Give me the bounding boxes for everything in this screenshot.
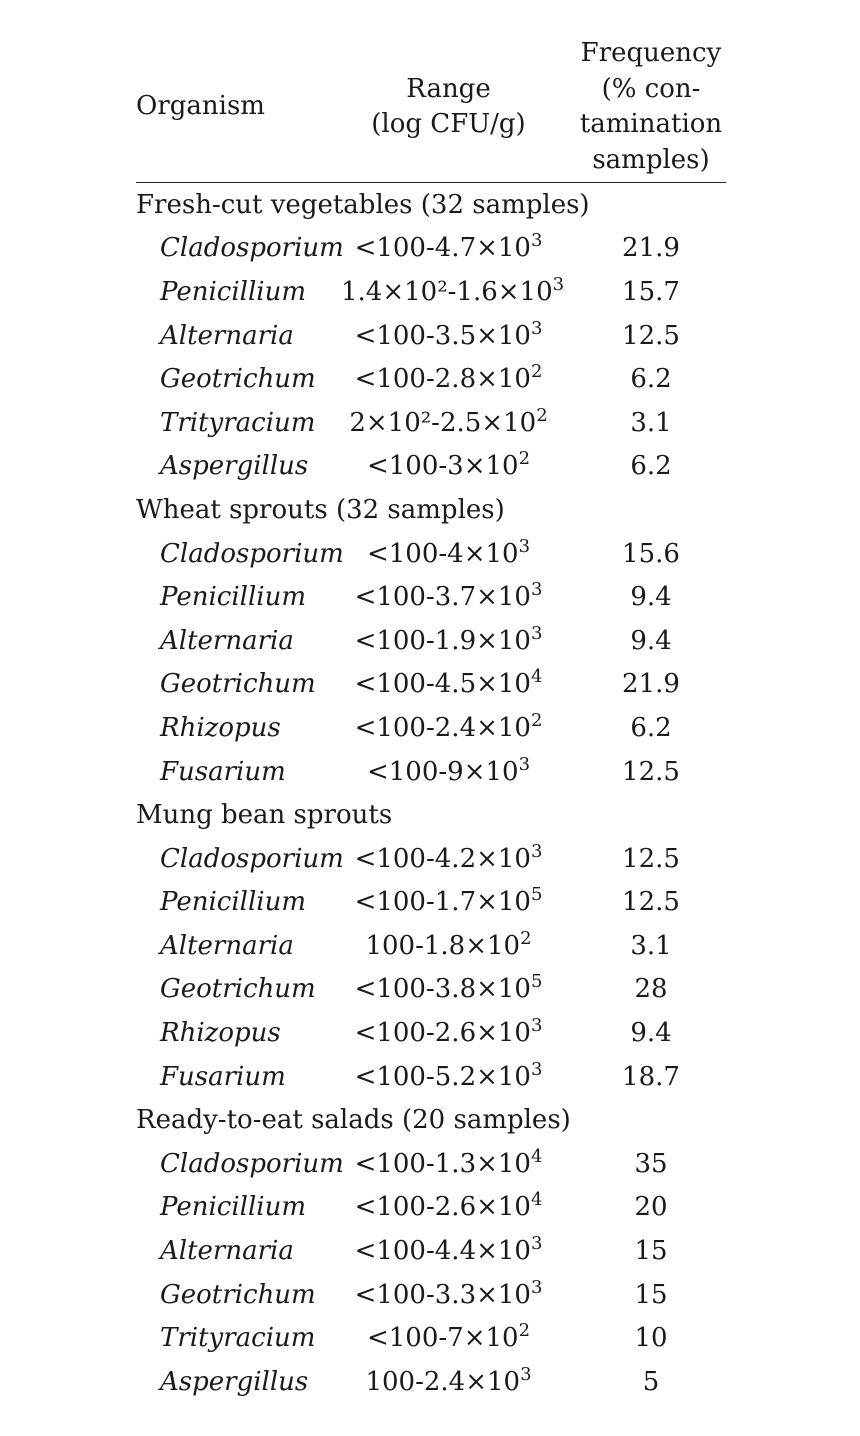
header-frequency-line3: tamination bbox=[579, 109, 723, 139]
organism-cell: Alternaria bbox=[160, 930, 294, 961]
header-organism: Organism bbox=[136, 36, 341, 183]
range-base: <100-1.7×10 bbox=[354, 887, 531, 918]
organism-cell: Cladosporium bbox=[160, 843, 344, 874]
range-exponent: 4 bbox=[530, 666, 543, 688]
frequency-cell: 15 bbox=[634, 1236, 668, 1267]
group-row bbox=[136, 1098, 726, 1142]
range-cell bbox=[341, 881, 556, 925]
range-exponent: 2 bbox=[520, 927, 532, 949]
range-exponent: 3 bbox=[530, 840, 543, 862]
range-base: <100-2.6×10 bbox=[354, 1192, 531, 1223]
organism-cell: Penicillium bbox=[160, 276, 306, 307]
range-cell bbox=[341, 532, 556, 576]
range-base: <100-1.3×10 bbox=[354, 1148, 531, 1179]
table-row bbox=[136, 532, 726, 576]
frequency-cell: 3.1 bbox=[630, 407, 672, 438]
range-base: <100-7×10 bbox=[366, 1323, 519, 1354]
organism-cell: Geotrichum bbox=[160, 669, 316, 700]
range-exponent: 2 bbox=[518, 448, 531, 470]
table-row bbox=[136, 270, 726, 314]
range-exponent: 3 bbox=[530, 622, 543, 644]
range-base: <100-1.9×10 bbox=[354, 625, 531, 656]
range-cell bbox=[341, 663, 556, 707]
range-base: <100-4×10 bbox=[366, 538, 519, 569]
table-row bbox=[136, 1316, 726, 1360]
range-exponent: 3 bbox=[518, 753, 531, 775]
frequency-cell: 15 bbox=[634, 1279, 668, 1310]
frequency-cell: 3.1 bbox=[630, 930, 672, 961]
header-row bbox=[136, 36, 726, 183]
group-title: Wheat sprouts (32 samples) bbox=[136, 494, 505, 525]
organism-cell: Penicillium bbox=[160, 582, 306, 613]
range-cell bbox=[341, 706, 556, 750]
range-base: <100-5.2×10 bbox=[354, 1061, 531, 1092]
frequency-cell: 6.2 bbox=[630, 451, 672, 482]
group-title: Mung bean sprouts bbox=[136, 800, 393, 831]
group-row bbox=[136, 793, 726, 837]
range-cell bbox=[341, 1316, 556, 1360]
range-exponent: 3 bbox=[530, 317, 543, 339]
table-row bbox=[136, 1360, 726, 1404]
contamination-table bbox=[136, 36, 726, 1404]
range-cell bbox=[341, 314, 556, 358]
group-title: Ready-to-eat salads (20 samples) bbox=[136, 1105, 571, 1136]
range-cell bbox=[341, 1055, 556, 1099]
table-row bbox=[136, 227, 726, 271]
frequency-cell: 12.5 bbox=[622, 756, 680, 787]
organism-cell: Geotrichum bbox=[160, 974, 316, 1005]
table-row bbox=[136, 445, 726, 489]
range-base: <100-4.2×10 bbox=[354, 843, 531, 874]
table-row bbox=[136, 881, 726, 925]
range-cell bbox=[341, 619, 556, 663]
range-exponent: 2 bbox=[530, 361, 543, 383]
frequency-cell: 6.2 bbox=[630, 712, 672, 743]
table-row bbox=[136, 1142, 726, 1186]
organism-cell: Penicillium bbox=[160, 887, 306, 918]
header-range-line2: (log CFU/g) bbox=[371, 109, 526, 139]
range-base: <100-3.5×10 bbox=[354, 320, 531, 351]
range-exponent: 3 bbox=[552, 273, 565, 295]
organism-cell: Geotrichum bbox=[160, 364, 316, 395]
range-base: 100-1.8×10 bbox=[365, 930, 521, 961]
organism-cell: Penicillium bbox=[160, 1192, 306, 1223]
group-row bbox=[136, 183, 726, 227]
organism-cell: Rhizopus bbox=[160, 1018, 281, 1049]
frequency-cell: 12.5 bbox=[622, 320, 680, 351]
organism-cell: Cladosporium bbox=[160, 538, 344, 569]
range-cell bbox=[341, 575, 556, 619]
table-body bbox=[136, 183, 726, 1404]
header-frequency-line2: (% con- bbox=[601, 73, 701, 104]
range-cell bbox=[341, 401, 556, 445]
frequency-cell: 21.9 bbox=[622, 669, 680, 700]
range-cell bbox=[341, 924, 556, 968]
range-exponent: 2 bbox=[518, 1320, 531, 1342]
range-base: <100-2.4×10 bbox=[354, 712, 531, 743]
range-base: <100-2.6×10 bbox=[354, 1018, 531, 1049]
header-range bbox=[341, 36, 556, 183]
range-exponent: 2 bbox=[530, 709, 543, 731]
frequency-cell: 9.4 bbox=[630, 1018, 672, 1049]
range-cell bbox=[341, 270, 565, 314]
organism-cell: Alternaria bbox=[160, 1236, 294, 1267]
range-exponent: 3 bbox=[530, 1015, 543, 1037]
organism-cell: Aspergillus bbox=[160, 451, 309, 482]
range-base: <100-9×10 bbox=[366, 756, 519, 787]
table-row bbox=[136, 750, 726, 794]
range-cell bbox=[341, 968, 556, 1012]
frequency-cell: 5 bbox=[642, 1366, 660, 1397]
organism-cell: Alternaria bbox=[160, 625, 294, 656]
range-exponent: 3 bbox=[530, 230, 543, 252]
table-row bbox=[136, 1055, 726, 1099]
range-base: <100-4.7×10 bbox=[354, 233, 531, 264]
organism-cell: Geotrichum bbox=[160, 1279, 316, 1310]
range-exponent: 5 bbox=[530, 884, 543, 906]
organism-cell: Fusarium bbox=[160, 756, 286, 787]
range-base: 1.4×10²-1.6×10 bbox=[341, 276, 553, 307]
frequency-cell: 18.7 bbox=[622, 1061, 680, 1092]
frequency-cell: 9.4 bbox=[630, 582, 672, 613]
organism-cell: Cladosporium bbox=[160, 233, 344, 264]
frequency-cell: 21.9 bbox=[622, 233, 680, 264]
range-exponent: 3 bbox=[530, 1276, 543, 1298]
range-exponent: 5 bbox=[530, 971, 543, 993]
table-row bbox=[136, 314, 726, 358]
group-row bbox=[136, 488, 726, 532]
range-exponent: 3 bbox=[530, 579, 543, 601]
range-exponent: 3 bbox=[530, 1058, 543, 1080]
table-row bbox=[136, 663, 726, 707]
header-frequency bbox=[556, 36, 726, 183]
range-exponent: 3 bbox=[520, 1363, 532, 1385]
range-cell bbox=[341, 1229, 556, 1273]
table-row bbox=[136, 706, 726, 750]
frequency-cell: 35 bbox=[634, 1148, 668, 1179]
range-cell bbox=[341, 227, 556, 271]
frequency-cell: 20 bbox=[634, 1192, 668, 1223]
contamination-table-container bbox=[136, 36, 726, 1404]
organism-cell: Cladosporium bbox=[160, 1148, 344, 1179]
frequency-cell: 15.6 bbox=[622, 538, 680, 569]
range-base: <100-3.3×10 bbox=[354, 1279, 531, 1310]
header-frequency-line4: samples) bbox=[592, 144, 710, 175]
range-base: <100-3×10 bbox=[366, 451, 519, 482]
header-frequency-line1: Frequency bbox=[580, 38, 722, 68]
range-base: 100-2.4×10 bbox=[365, 1366, 521, 1397]
organism-cell: Trityracium bbox=[160, 1323, 316, 1354]
table-row bbox=[136, 575, 726, 619]
range-cell bbox=[341, 1186, 556, 1230]
range-cell bbox=[341, 837, 556, 881]
table-row bbox=[136, 619, 726, 663]
group-title: Fresh-cut vegetables (32 samples) bbox=[136, 189, 590, 220]
range-cell bbox=[341, 1011, 556, 1055]
header-range-line1: Range bbox=[406, 73, 491, 104]
range-exponent: 2 bbox=[536, 404, 548, 426]
table-row bbox=[136, 357, 726, 401]
table-row bbox=[136, 1011, 726, 1055]
range-exponent: 3 bbox=[518, 535, 531, 557]
organism-cell: Aspergillus bbox=[160, 1366, 309, 1397]
frequency-cell: 9.4 bbox=[630, 625, 672, 656]
table-row bbox=[136, 968, 726, 1012]
range-base: <100-4.4×10 bbox=[354, 1236, 531, 1267]
organism-cell: Trityracium bbox=[160, 407, 316, 438]
frequency-cell: 12.5 bbox=[622, 887, 680, 918]
range-base: <100-3.7×10 bbox=[354, 582, 531, 613]
frequency-cell: 28 bbox=[634, 974, 668, 1005]
range-cell bbox=[341, 750, 556, 794]
frequency-cell: 6.2 bbox=[630, 364, 672, 395]
table-row bbox=[136, 1273, 726, 1317]
range-cell bbox=[341, 1360, 556, 1404]
range-base: <100-4.5×10 bbox=[354, 669, 531, 700]
range-base: 2×10²-2.5×10 bbox=[349, 407, 537, 438]
range-cell bbox=[341, 357, 556, 401]
organism-cell: Rhizopus bbox=[160, 712, 281, 743]
frequency-cell: 12.5 bbox=[622, 843, 680, 874]
organism-cell: Fusarium bbox=[160, 1061, 286, 1092]
range-base: <100-3.8×10 bbox=[354, 974, 531, 1005]
table-row bbox=[136, 837, 726, 881]
table-row bbox=[136, 1229, 726, 1273]
organism-cell: Alternaria bbox=[160, 320, 294, 351]
table-row bbox=[136, 1186, 726, 1230]
range-exponent: 4 bbox=[530, 1189, 543, 1211]
range-exponent: 4 bbox=[530, 1145, 543, 1167]
range-exponent: 3 bbox=[530, 1233, 543, 1255]
table-row bbox=[136, 401, 726, 445]
range-cell bbox=[341, 1142, 556, 1186]
frequency-cell: 15.7 bbox=[622, 276, 680, 307]
range-base: <100-2.8×10 bbox=[354, 364, 531, 395]
frequency-cell: 10 bbox=[634, 1323, 668, 1354]
range-cell bbox=[341, 1273, 556, 1317]
range-cell bbox=[341, 445, 556, 489]
table-row bbox=[136, 924, 726, 968]
